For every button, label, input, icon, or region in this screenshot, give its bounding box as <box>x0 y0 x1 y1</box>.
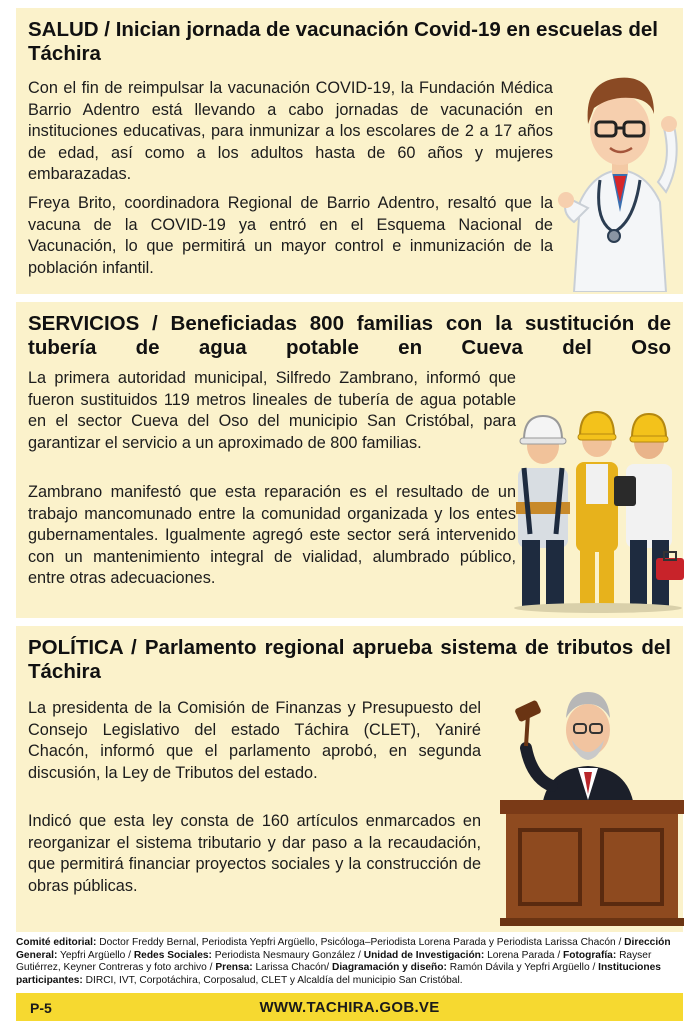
article-servicios <box>16 302 683 618</box>
headline-salud: SALUD / Inician jornada de vacunación Covid-19 en escuelas del Táchira <box>28 18 658 65</box>
credit-label: Unidad de Investigación: <box>363 949 485 961</box>
paragraph-politica-2: Indicó que esta ley consta de 160 artículos enmarcados en reorganizar el sistema tributario y dar paso a la recaudación, que permitirá financiar proyectos sociales y la construcción de obras públicas. <box>28 812 481 895</box>
credit-text: Yepfri Argüello / <box>57 949 134 961</box>
credit-text: Rayser Gutiérrez, Keyner Contreras y foto archivo / <box>16 949 652 974</box>
credit-label: Prensa: <box>215 962 253 974</box>
paragraph-salud-1: Con el fin de reimpulsar la vacunación COVID-19, la Fundación Médica Barrio Adentro está llevando a cabo jornadas de vacunación en instituciones educativas, para inmunizar a los escolares de 2 a 17 años de edad, así como a los adultos hasta de 60 años y mujeres embarazadas. <box>28 79 553 184</box>
website-link[interactable]: WWW.TACHIRA.GOB.VE <box>259 999 440 1016</box>
credit-text: DIRCI, IVT, Corpotáchira, Corposalud, CLET y Alcaldía del municipio San Cristóbal. <box>82 974 463 986</box>
article-politica <box>16 626 683 932</box>
footer-bar <box>16 993 683 1021</box>
paragraph-servicios-1: La primera autoridad municipal, Silfredo Zambrano, informó que fueron sustituidos 119 metros lineales de tubería de agua potable en el sector Cueva del Oso del municipio San Cristóbal, para garantizar el servicio a un aproximado de 800 familias. <box>28 369 516 452</box>
credit-text: Doctor Freddy Bernal, Periodista Yepfri Argüello, Psicóloga–Periodista Lorena Parada y Periodista Larissa Chacón / <box>96 937 625 948</box>
editorial-credits <box>16 937 687 987</box>
credit-text: Periodista Nesmaury González / <box>211 949 364 961</box>
credit-label: Dirección General: <box>16 937 671 961</box>
headline-politica: POLÍTICA / Parlamento regional aprueba sistema de tributos del Táchira <box>28 636 671 683</box>
article-salud <box>16 8 683 294</box>
credit-label: Comité editorial: <box>16 937 97 948</box>
page-number: P-5 <box>30 1000 52 1016</box>
judge-icon <box>482 668 686 926</box>
paragraph-salud-2: Freya Brito, coordinadora Regional de Barrio Adentro, resaltó que la vacuna de la COVID-19 ya entró en el Esquema Nacional de Vacunación, lo que permitirá un mayor control e inmunización de la población infantil. <box>28 194 553 277</box>
credit-label: Diagramación y diseño: <box>331 962 447 974</box>
credit-text: Larissa Chacón/ <box>252 962 332 974</box>
credit-label: Fotografía: <box>563 949 617 961</box>
credit-label: Redes Sociales: <box>133 949 212 961</box>
credit-text: Ramón Dávila y Yepfri Argüello / <box>446 962 599 974</box>
paragraph-politica-1: La presidenta de la Comisión de Finanzas y Presupuesto del Consejo Legislativo del estado Táchira (CLET), Yaniré Chacón, informó que el parlamento aprobó, en segunda discusión, la Ley de Tributos del estado. <box>28 699 481 782</box>
doctor-icon <box>554 52 684 292</box>
paragraph-servicios-2: Zambrano manifestó que esta reparación es el resultado de un trabajo mancomunado entre la comunidad organizada y los entes gubernamentales. Igualmente agregó este sector será intervenido con un mantenimiento integral de vialidad, alumbrado público, entre otras adecuaciones. <box>28 483 516 588</box>
headline-servicios: SERVICIOS / Beneficiadas 800 familias con la sustitución de tubería de agua potable en Cueva del Oso <box>28 312 671 359</box>
credit-text: Lorena Parada / <box>484 949 564 961</box>
credit-label: Instituciones participantes: <box>16 962 661 986</box>
workers-icon <box>510 364 686 614</box>
